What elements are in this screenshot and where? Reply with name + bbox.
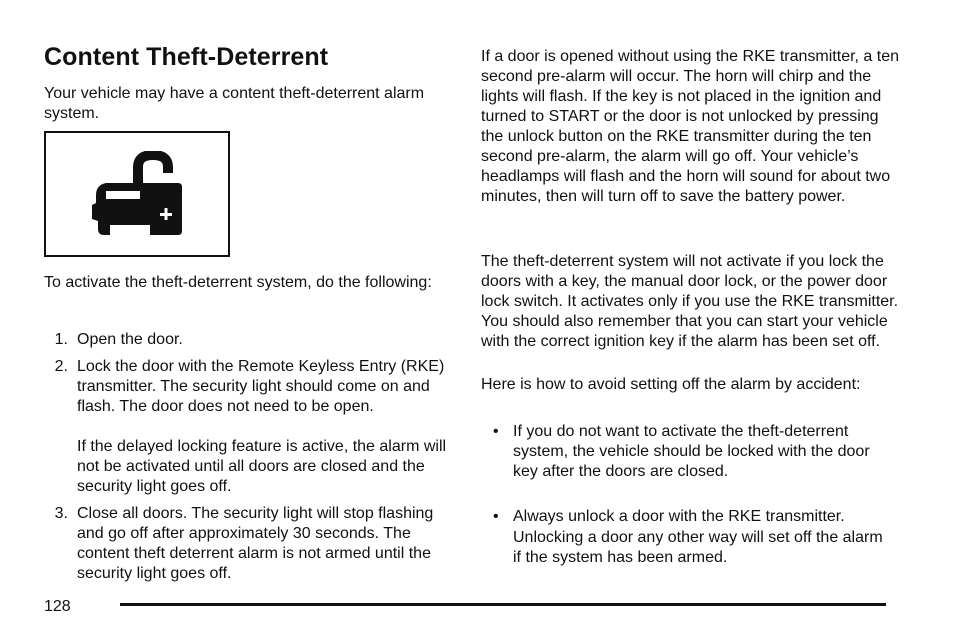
footer-rule [120, 603, 886, 606]
bullet-continuation: Unlocking a door any other way will set off the alarm if the system has been armed. [513, 529, 883, 566]
prealarm-paragraph: If a door is opened without using the RKE transmitter, a ten second pre-alarm will occur. The horn will chirp and the lights will flash. If the key is not placed in the ignition and turned to START or the door is not unlocked by pressing the unlock button on the RKE transmitter during the ten second pre-alarm, the alarm will go off. Your vehicle’s headlamps will flash and the horn will sound for about two minutes, then will turn off to save the battery power. [481, 48, 900, 205]
bullet-item: Always unlock a door with the RKE transmitter. [513, 508, 845, 525]
step-text: Open the door. [77, 331, 183, 348]
page-title: Content Theft-Deterrent [44, 43, 329, 71]
step-number: 1. [54, 331, 68, 348]
step-text: Lock the door with the Remote Keyless Entry (RKE) transmitter. The security light should come on and flash. The door does not need to be open. [77, 358, 445, 415]
bullet-glyph: • [493, 423, 499, 440]
step-note: If the delayed locking feature is active, the alarm will not be activated until all doors are closed and the security light goes off. [77, 438, 447, 495]
activation-paragraph: The theft-deterrent system will not activate if you lock the doors with a key, the manual door lock, or the power door lock switch. It activates only if you use the RKE transmitter. You should also remember that you can start your vehicle with the correct ignition key if the alarm has been set off. [481, 253, 899, 350]
page-number: 128 [44, 598, 71, 615]
avoid-alarm-paragraph: Here is how to avoid setting off the alarm by accident: [481, 376, 861, 393]
step-number: 2. [54, 358, 68, 375]
bullet-item: If you do not want to activate the theft-deterrent system, the vehicle should be locked with the door key after the doors are closed. [513, 423, 870, 480]
step-number: 3. [54, 505, 68, 522]
intro-paragraph: Your vehicle may have a content theft-deterrent alarm system. [44, 85, 425, 122]
security-light-figure [44, 131, 230, 257]
step-text: Close all doors. The security light will stop flashing and go off after approximately 30 seconds. The content theft deterrent alarm is not armed until the security light goes off. [77, 505, 434, 582]
activate-intro: To activate the theft-deterrent system, do the following: [44, 274, 432, 291]
security-light-icon [90, 151, 188, 237]
bullet-glyph: • [493, 508, 499, 525]
